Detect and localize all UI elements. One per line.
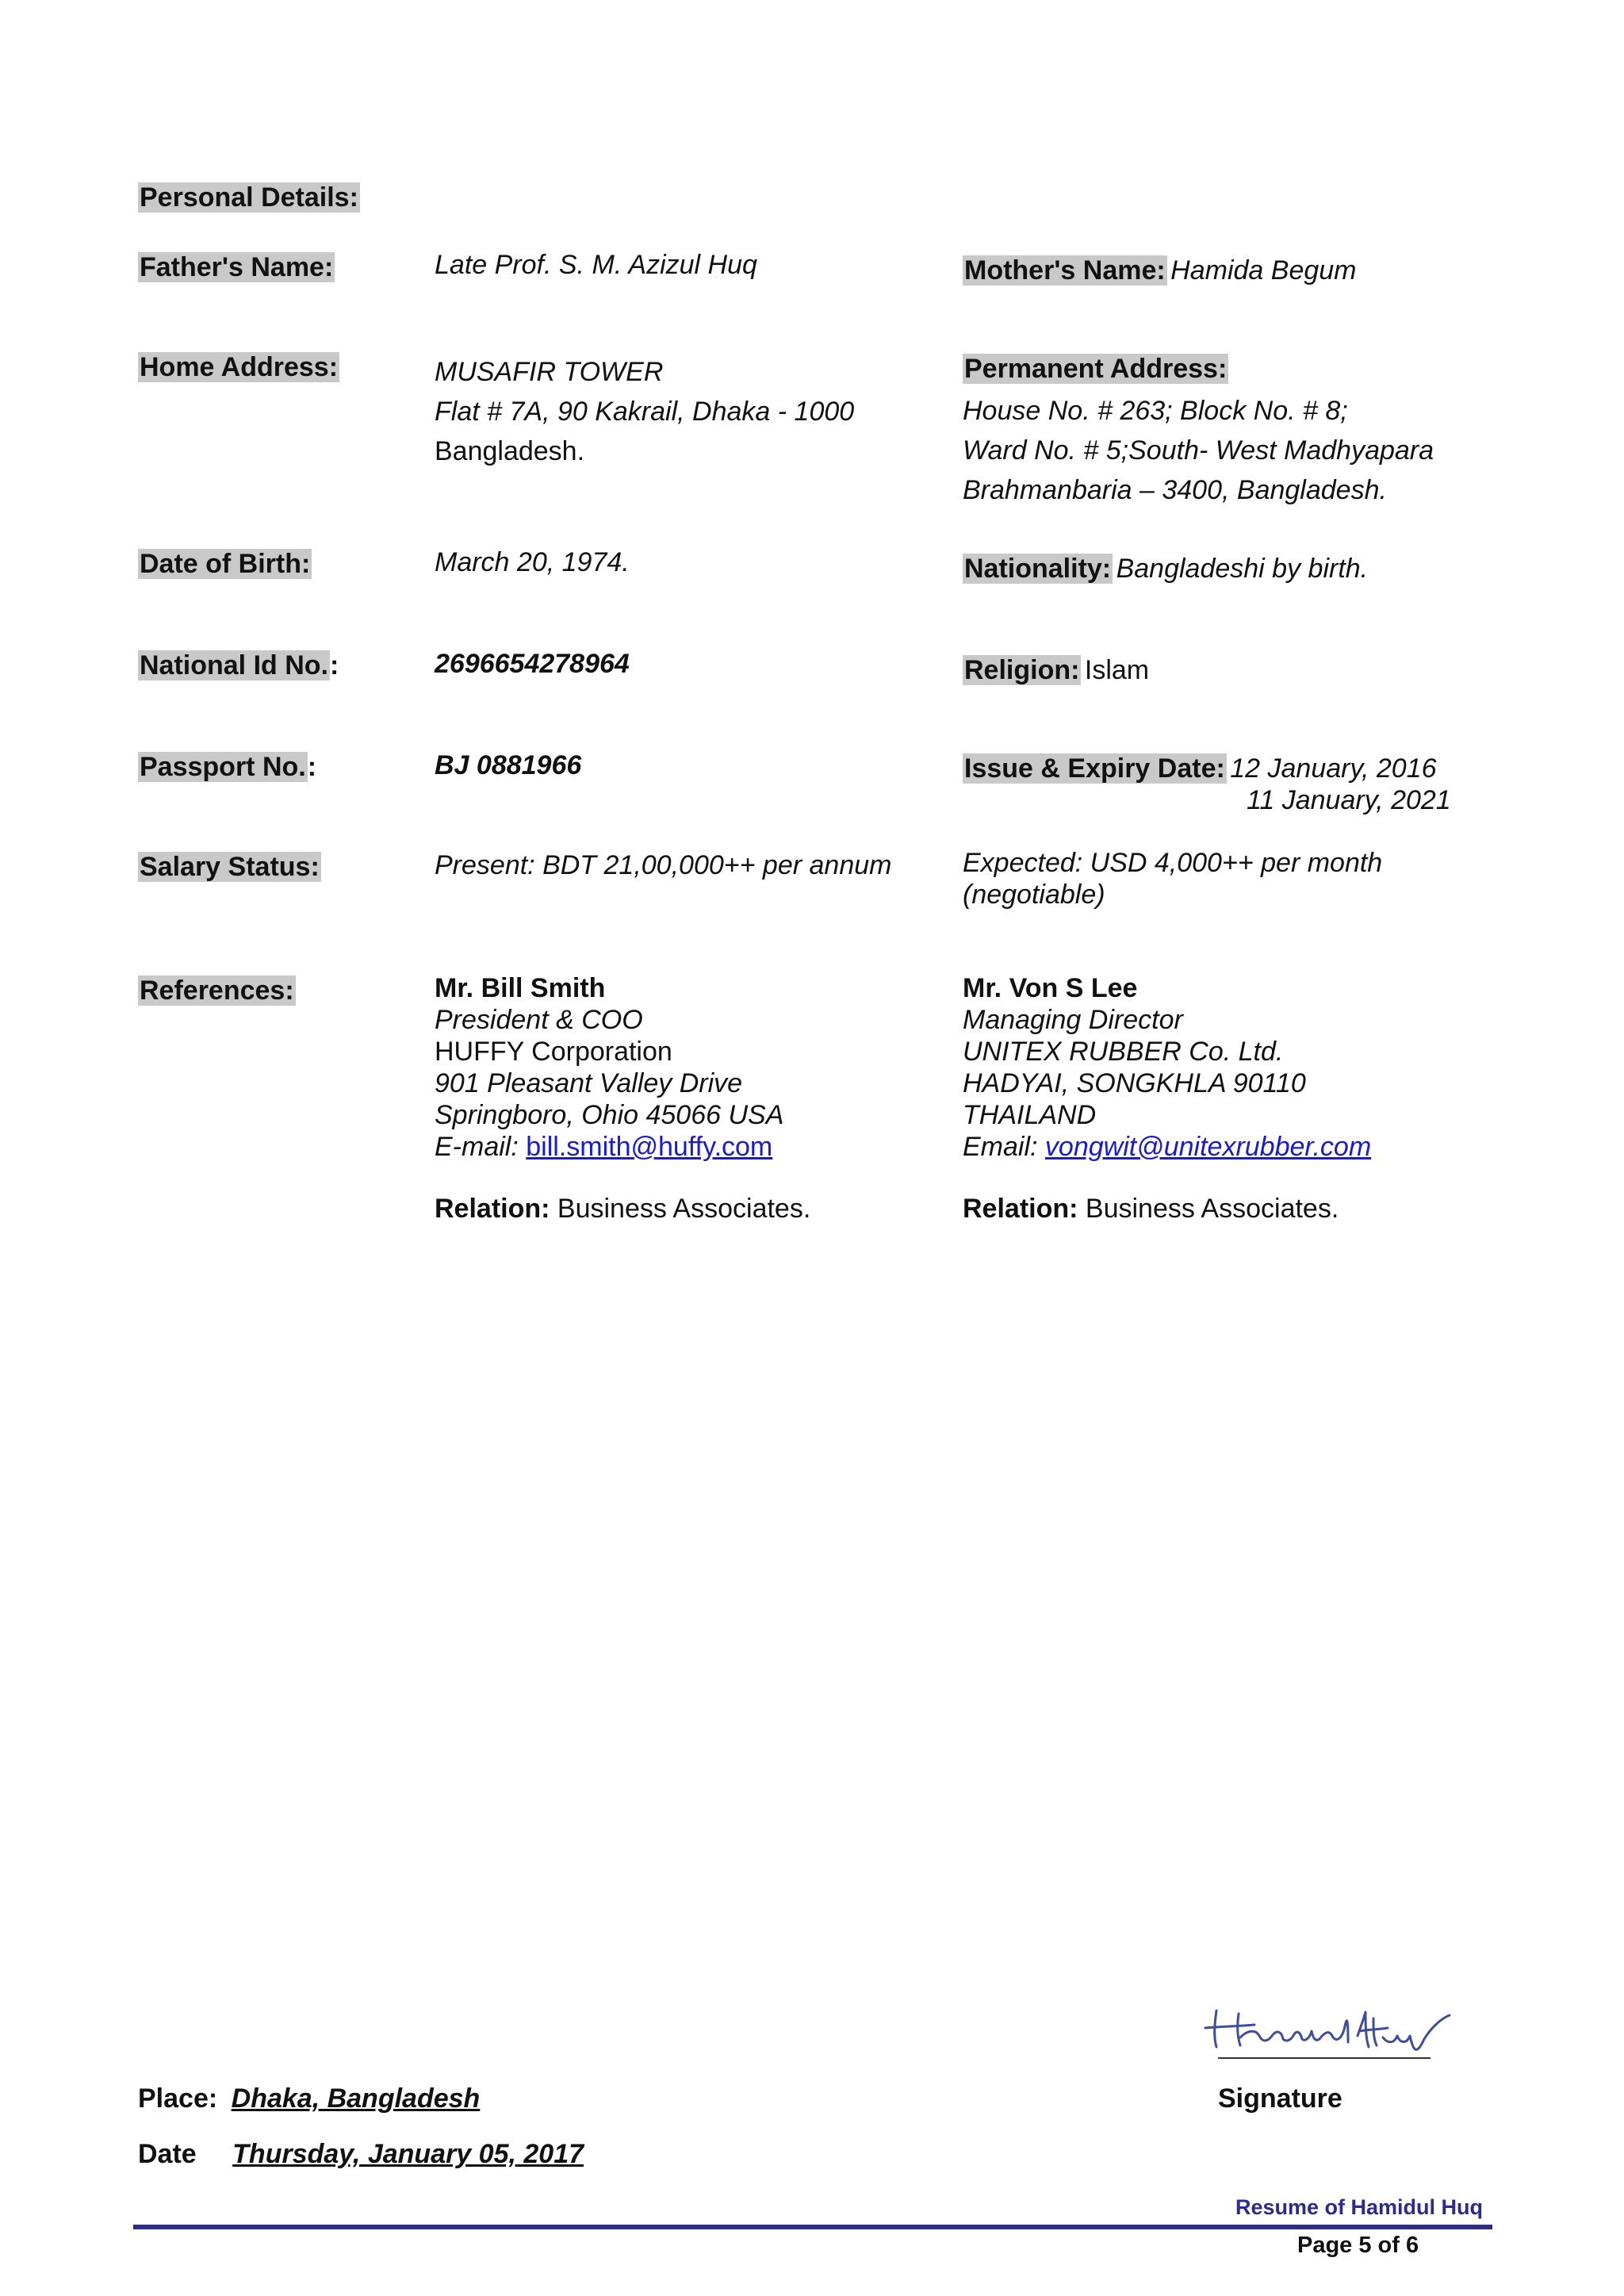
section-heading — [138, 179, 360, 216]
national-id-label-wrap — [138, 647, 339, 684]
home-address-label-wrap — [138, 349, 339, 385]
permanent-address-label-wrap — [963, 351, 1228, 387]
reference-relation-label: Relation: — [435, 1194, 550, 1224]
religion-label: Religion: — [964, 655, 1080, 685]
reference-relation — [963, 1193, 1371, 1225]
father-label-wrap — [138, 249, 335, 286]
date-row — [138, 2137, 584, 2171]
dob-value: March 20, 1974. — [435, 547, 630, 577]
reference-email-link[interactable]: bill.smith@huffy.com — [526, 1132, 773, 1162]
date-label: Date — [138, 2139, 197, 2169]
place-row — [138, 2081, 480, 2116]
home-address-line: Flat # 7A, 90 Kakrail, Dhaka - 1000 — [435, 397, 855, 427]
father-value: Late Prof. S. M. Azizul Huq — [435, 250, 757, 280]
date-value: Thursday, January 05, 2017 — [232, 2139, 584, 2169]
salary-label: Salary Status: — [140, 852, 320, 882]
reference-relation — [435, 1193, 810, 1225]
signature-image — [1189, 1995, 1459, 2058]
salary-expected-line: Expected: USD 4,000++ per month — [963, 848, 1383, 878]
spacer — [963, 1163, 1371, 1193]
footer-rule — [133, 2225, 1492, 2229]
place-value: Dhaka, Bangladesh — [231, 2083, 481, 2114]
mother-value: Hamida Begum — [1170, 255, 1357, 286]
reference-address: Springboro, Ohio 45066 USA — [435, 1100, 784, 1130]
reference-company: UNITEX RUBBER Co. Ltd. — [963, 1037, 1284, 1067]
home-address-line: MUSAFIR TOWER — [435, 357, 664, 387]
reference-address: 901 Pleasant Valley Drive — [435, 1068, 743, 1098]
salary-present: Present: BDT 21,00,000++ per annum — [435, 850, 892, 880]
reference-name: Mr. Bill Smith — [435, 973, 606, 1003]
footer-resume-title: Resume of Hamidul Huq — [1235, 2195, 1484, 2219]
passport-label-wrap — [138, 749, 316, 785]
reference-email-label: E-mail: — [435, 1132, 527, 1162]
signature-label: Signature — [1218, 2083, 1342, 2114]
page-number: Page 5 of 6 — [1297, 2233, 1419, 2258]
passport-colon: : — [307, 752, 317, 782]
national-id-colon: : — [330, 650, 339, 680]
issue-expiry-label: Issue & Expiry Date: — [964, 753, 1225, 784]
signature-line — [1218, 2057, 1431, 2059]
permanent-address-value — [963, 391, 1434, 510]
reference-email-row — [963, 1131, 1371, 1163]
expiry-date: 11 January, 2021 — [1247, 785, 1451, 815]
place-label: Place: — [138, 2083, 218, 2114]
passport-label: Passport No. — [140, 752, 306, 782]
reference-email-link[interactable]: vongwit@unitexrubber.com — [1044, 1132, 1372, 1162]
mother-label: Mother's Name: — [964, 255, 1166, 286]
reference-email-row — [435, 1131, 810, 1163]
dob-label-wrap — [138, 546, 312, 582]
salary-expected-line: (negotiable) — [963, 880, 1105, 910]
salary-expected — [963, 847, 1382, 910]
national-id-label: National Id No. — [140, 650, 328, 680]
reference-address: THAILAND — [963, 1100, 1097, 1130]
references-label: References: — [140, 976, 294, 1006]
home-address-line: Bangladesh. — [435, 436, 585, 466]
reference-name: Mr. Von S Lee — [963, 973, 1138, 1003]
dob-label: Date of Birth: — [140, 549, 311, 579]
reference-company: HUFFY Corporation — [435, 1037, 672, 1067]
permanent-address-line: Brahmanbaria – 3400, Bangladesh. — [963, 475, 1387, 505]
nationality-value: Bangladeshi by birth. — [1116, 554, 1369, 584]
nationality-row — [963, 549, 1368, 588]
references-label-wrap — [138, 972, 296, 1009]
reference-title: Managing Director — [963, 1005, 1183, 1035]
reference-2 — [963, 972, 1371, 1225]
reference-relation-value: Business Associates. — [1078, 1194, 1339, 1224]
passport-value: BJ 0881966 — [435, 750, 582, 780]
nationality-label: Nationality: — [964, 554, 1112, 584]
reference-relation-value: Business Associates. — [550, 1194, 811, 1224]
reference-address: HADYAI, SONGKHLA 90110 — [963, 1068, 1306, 1098]
national-id-value: 2696654278964 — [435, 649, 630, 679]
religion-value: Islam — [1084, 655, 1150, 685]
issue-date: 12 January, 2016 — [1230, 753, 1437, 784]
father-label: Father's Name: — [140, 252, 334, 282]
reference-title: President & COO — [435, 1005, 643, 1035]
personal-details-heading: Personal Details: — [140, 182, 358, 213]
reference-relation-label: Relation: — [963, 1194, 1078, 1224]
permanent-address-label: Permanent Address: — [964, 354, 1228, 384]
salary-label-wrap — [138, 849, 321, 885]
permanent-address-line: House No. # 263; Block No. # 8; — [963, 396, 1348, 426]
home-address-value — [435, 352, 854, 471]
spacer — [435, 1163, 810, 1193]
permanent-address-line: Ward No. # 5;South- West Madhyapara — [963, 435, 1434, 466]
mother-row — [963, 251, 1357, 290]
reference-email-label: Email: — [963, 1132, 1045, 1162]
home-address-label: Home Address: — [140, 352, 339, 382]
religion-row — [963, 650, 1149, 690]
reference-1 — [435, 972, 810, 1225]
